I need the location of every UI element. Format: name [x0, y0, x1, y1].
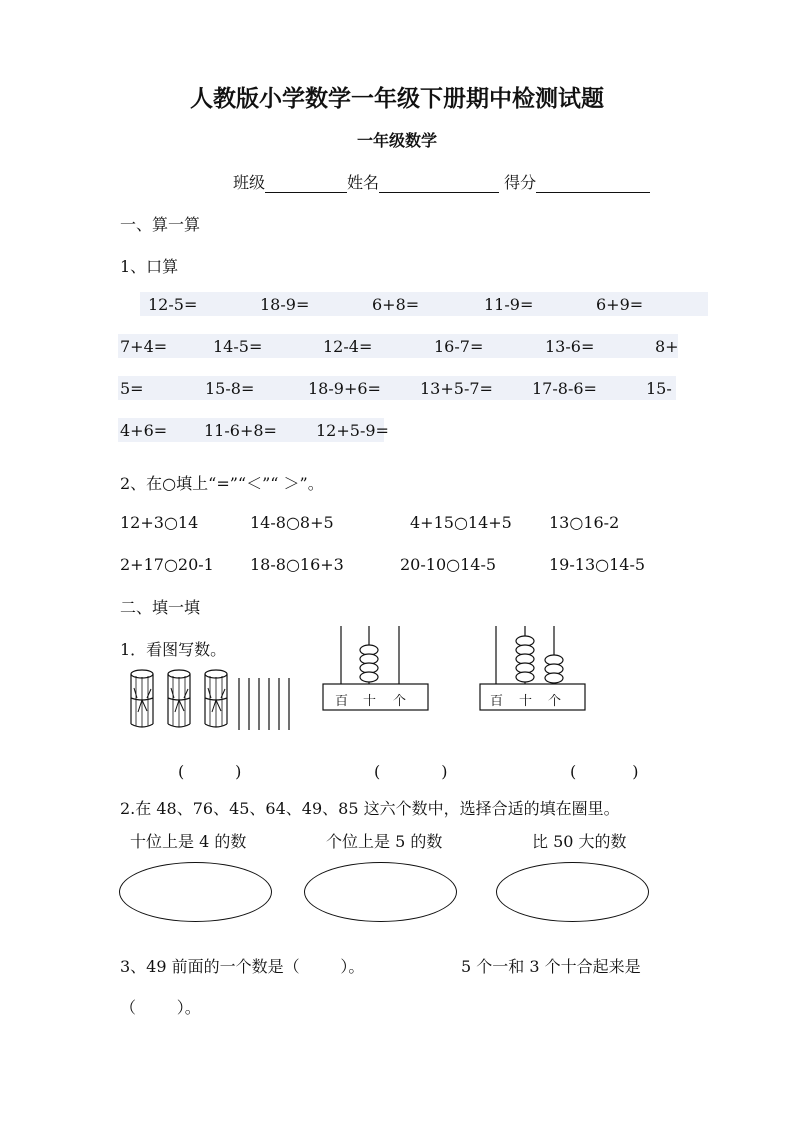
math-item: 11-9=	[484, 295, 534, 314]
compare-item[interactable]: 19-13○14-5	[549, 555, 646, 574]
circle-label-ones-5: 个位上是 5 的数	[326, 832, 443, 851]
circle-label-tens-4: 十位上是 4 的数	[130, 832, 247, 851]
abacus-2	[479, 626, 587, 712]
math-item: 5=	[120, 379, 144, 398]
answer-blank-3[interactable]: ( )	[570, 762, 639, 781]
abacus-label-ones: 个	[393, 694, 407, 709]
abacus-label-ones: 个	[548, 694, 562, 709]
math-item: 18-9=	[260, 295, 310, 314]
answer-blank-1[interactable]: ( )	[178, 762, 242, 781]
compare-item[interactable]: 2+17○20-1	[120, 555, 214, 574]
math-item: 7+4=	[120, 337, 168, 356]
s2-q3-part1: 3、49 前面的一个数是（ ）。	[120, 957, 365, 976]
compare-item[interactable]: 13○16-2	[549, 513, 620, 532]
math-item: 13+5-7=	[420, 379, 493, 398]
math-item: 6+9=	[596, 295, 644, 314]
compare-item[interactable]: 20-10○14-5	[400, 555, 497, 574]
compare-item[interactable]: 4+15○14+5	[410, 513, 512, 532]
compare-item[interactable]: 14-8○8+5	[250, 513, 334, 532]
score-label: 得分	[504, 173, 537, 192]
answer-ellipse-3[interactable]	[496, 862, 649, 922]
s2-q3-part2: 5 个一和 3 个十合起来是	[461, 957, 641, 976]
math-item: 12+5-9=	[316, 421, 389, 440]
stick-bundle-icon	[131, 670, 153, 727]
math-item: 15-	[646, 379, 672, 398]
abacus-label-hundreds: 百	[490, 694, 504, 709]
answer-blank-2[interactable]: ( )	[374, 762, 448, 781]
section-1-heading: 一、算一算	[120, 215, 201, 234]
answer-ellipse-2[interactable]	[304, 862, 457, 922]
compare-item[interactable]: 18-8○16+3	[250, 555, 344, 574]
circle-label-gt-50: 比 50 大的数	[532, 832, 627, 851]
q1-label: 1、口算	[120, 257, 179, 276]
math-item: 15-8=	[205, 379, 255, 398]
class-label: 班级	[233, 173, 266, 192]
score-blank[interactable]	[536, 174, 650, 193]
page-subtitle: 一年级数学	[356, 131, 437, 150]
s2-q3-part3: （ ）。	[120, 998, 201, 1017]
section-2-heading: 二、填一填	[120, 598, 201, 617]
stick-bundles-figure	[128, 668, 293, 732]
math-item: 16-7=	[434, 337, 484, 356]
math-item: 17-8-6=	[532, 379, 597, 398]
abacus-label-tens: 十	[363, 694, 377, 709]
math-item: 18-9+6=	[308, 379, 381, 398]
math-item: 12-4=	[323, 337, 373, 356]
abacus-1	[322, 626, 430, 712]
stick-bundle-icon	[168, 670, 190, 727]
q2-label: 2、在○填上“=”“＜”“ ＞”。	[120, 474, 324, 493]
student-info-line	[233, 170, 650, 193]
abacus-label-tens: 十	[519, 694, 533, 709]
page-title: 人教版小学数学一年级下册期中检测试题	[190, 85, 604, 112]
math-item: 6+8=	[372, 295, 420, 314]
math-item: 11-6+8=	[204, 421, 277, 440]
math-item: 12-5=	[148, 295, 198, 314]
class-blank[interactable]	[265, 174, 347, 193]
name-label: 姓名	[347, 173, 380, 192]
math-item: 8+	[655, 337, 679, 356]
stick-bundle-icon	[205, 670, 227, 727]
math-item: 13-6=	[545, 337, 595, 356]
s2-q1-label: 1．看图写数。	[120, 640, 227, 659]
math-item: 4+6=	[120, 421, 168, 440]
name-blank[interactable]	[379, 174, 499, 193]
single-sticks	[239, 678, 289, 730]
s2-q2-label: 2.在 48、76、45、64、49、85 这六个数中，选择合适的填在圈里。	[120, 799, 620, 818]
abacus-label-hundreds: 百	[335, 694, 349, 709]
compare-item[interactable]: 12+3○14	[120, 513, 199, 532]
answer-ellipse-1[interactable]	[119, 862, 272, 922]
math-item: 14-5=	[213, 337, 263, 356]
